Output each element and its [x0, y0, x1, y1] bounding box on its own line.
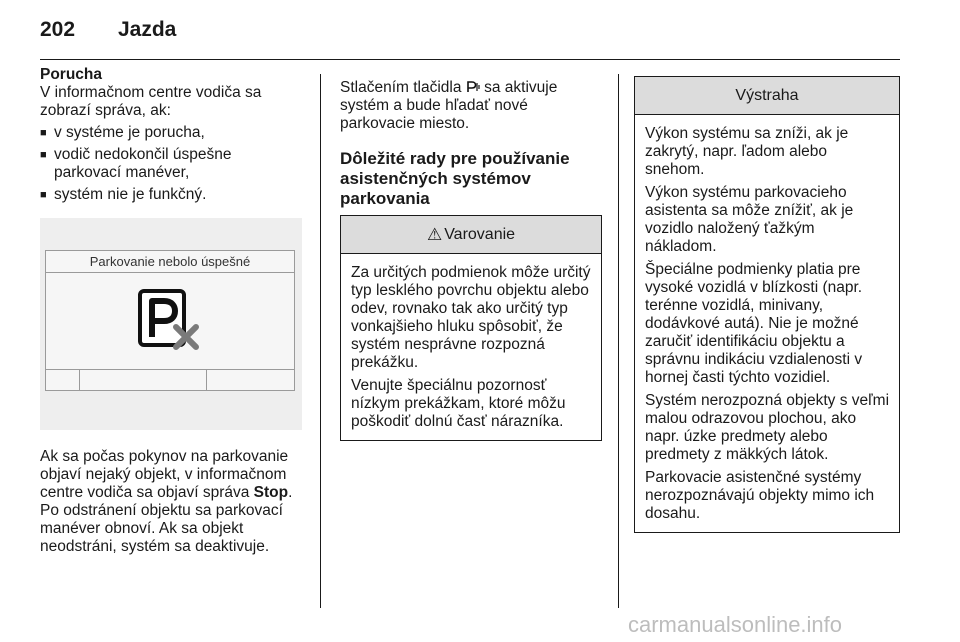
- parking-failed-icon: [138, 289, 200, 351]
- display-footer-cell: [207, 370, 294, 390]
- warning-paragraph: Za určitých podmienok môže určitý typ lesklého povrchu objektu alebo odev, rovnako tak ako určitý typ vonkajšieho hluku spôsobiť, že systém nesprávne rozpozná prekážku.: [351, 264, 591, 371]
- warning-triangle-icon: ⚠: [426, 224, 443, 244]
- header-rule: [40, 59, 900, 60]
- fault-intro: V informačnom centre vodiča sa zobrazí správa, ak:: [40, 84, 262, 119]
- watermark: carmanualsonline.info: [628, 612, 843, 637]
- activation-text: Stlačením tlačidla: [340, 79, 466, 96]
- column-divider-2: [618, 74, 619, 608]
- page-header: [40, 18, 176, 48]
- bullet-item: ■ v systéme je porucha,: [40, 124, 302, 142]
- section-title: Jazda: [118, 18, 177, 41]
- caution-paragraph: Systém nerozpozná objekty s veľmi malou odrazovou plochou, ako napr. úzke predmety alebo predmety z mäkkých látok.: [645, 392, 890, 463]
- activation-paragraph: [340, 79, 602, 133]
- tips-heading: Dôležité rady pre používanie asistenčných systémov parkovania: [340, 149, 570, 208]
- warning-box-body: [341, 254, 601, 440]
- stop-paragraph: [40, 448, 302, 556]
- fault-subhead: Porucha: [40, 66, 103, 83]
- warning-box: [340, 215, 602, 441]
- caution-paragraph: Výkon systému sa zníži, ak je zakrytý, napr. ľadom alebo snehom.: [645, 125, 849, 178]
- stop-paragraph-text: Ak sa počas pokynov na parkovanie objaví nejaký objekt, v informačnom centre vodiča sa objaví správa: [40, 448, 289, 501]
- caution-box-body: [635, 115, 899, 532]
- column-divider-1: [320, 74, 321, 608]
- warning-box-header: [341, 216, 601, 254]
- bullet-item: ■ systém nie je funkčný.: [40, 186, 302, 204]
- parking-button-icon: [466, 80, 480, 93]
- caution-title: Výstraha: [735, 86, 799, 104]
- driver-info-display-illustration: [40, 218, 302, 430]
- warning-paragraph: Venujte špeciálnu pozornosť nízkym prekážkam, ktoré môžu poškodiť dolnú časť nárazníka.: [351, 377, 566, 430]
- stop-paragraph-text: . Po odstránení objektu sa parkovací manéver obnoví. Ak sa objekt neodstráni, systém sa deaktivuje.: [40, 484, 293, 555]
- caution-box-header: [635, 77, 899, 115]
- stop-keyword: Stop: [253, 484, 289, 501]
- column-2: [340, 79, 602, 441]
- bullet-item: ■ vodič nedokončil úspešne parkovací manéver,: [40, 146, 302, 182]
- caution-paragraph: Výkon systému parkovacieho asistenta sa môže znížiť, ak je vozidlo naložený ťažkým nákladom.: [645, 184, 854, 255]
- caution-paragraph: Špeciálne podmienky platia pre vysoké vozidlá v blízkosti (napr. terénne vozidlá, minivany, dodávkové autá). Nie je možné zaručiť identifikáciu objektu a správnu indikáciu vzdialenosti v hornej časti týchto vozidiel.: [645, 261, 863, 386]
- column-1: [40, 66, 302, 560]
- caution-box: [634, 76, 900, 533]
- display-message-title: Parkovanie nebolo úspešné: [46, 251, 294, 273]
- page-number: 202: [40, 18, 76, 41]
- display-screen: [45, 250, 295, 391]
- display-footer: [46, 369, 294, 390]
- warning-title: Varovanie: [444, 225, 516, 243]
- fault-bullet-list: [40, 124, 302, 204]
- display-footer-cell: [80, 370, 207, 390]
- column-3: [634, 76, 900, 533]
- display-footer-cell: [46, 370, 80, 390]
- activation-text: sa aktivuje systém a bude hľadať nové parkovacie miesto.: [340, 79, 558, 132]
- caution-paragraph: Parkovacie asistenčné systémy nerozpoznávajú objekty mimo ich dosahu.: [645, 469, 875, 522]
